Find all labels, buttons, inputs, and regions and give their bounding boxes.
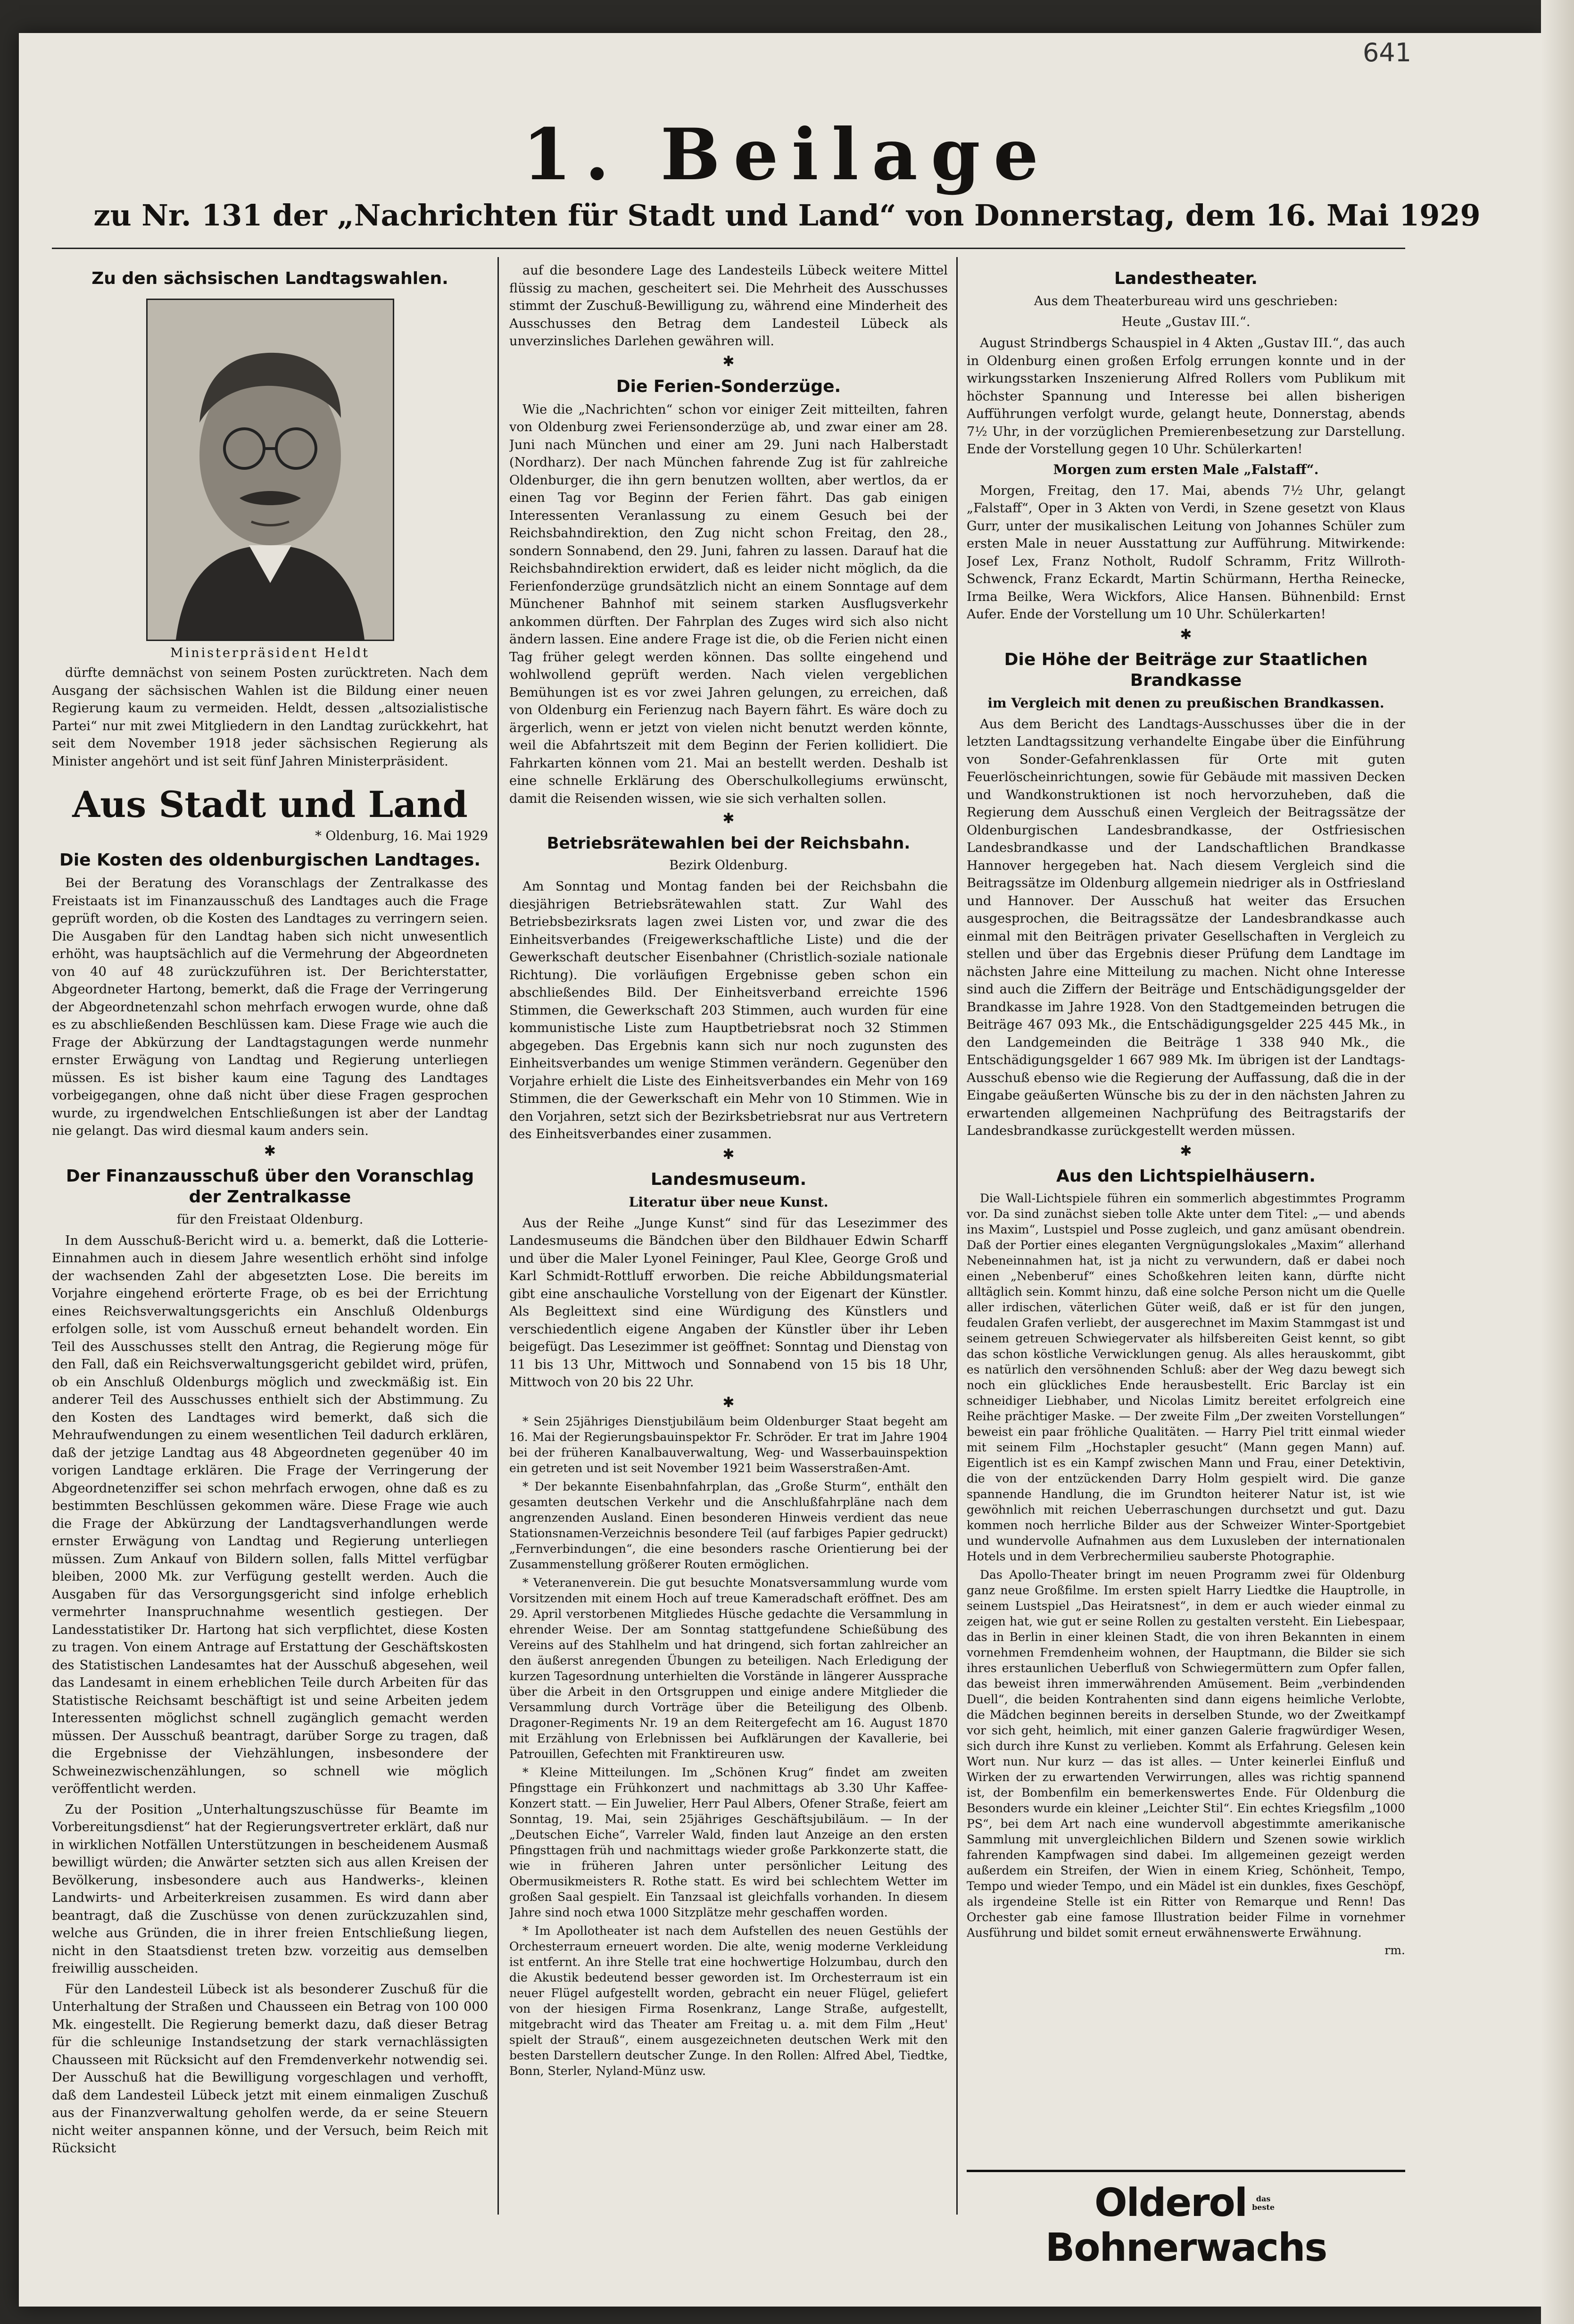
masthead-rule bbox=[52, 248, 1405, 249]
separator-star: ✱ bbox=[722, 810, 735, 827]
advertisement bbox=[967, 2170, 1405, 2270]
article-text: Am Sonntag und Montag fanden bei der Reichsbahn die diesjährigen Betriebsrätewahlen statt. Zur Wahl des Betriebsbezirksrats lagen zwei Listen vor, und zwar die des Einheitsverbandes (Freigewerkschaftliche Liste) und die der Gewerkschaft deutscher Eisenbahner (Christlich-soziale nationale Richtung). Die vorläufigen Ergebnisse geben schon ein abschließendes Bild. Der Einheitsverband erreichte 1596 Stimmen, die Gewerkschaft 203 Stimmen, auch wurden für eine kommunistische Liste zum Hauptbetriebsrat noch 32 Stimmen abgegeben. Das Ergebnis kann sich nur noch zugunsten des Einheitsverbandes um wenige Stimmen verändern. Gegenüber den Vorjahre erhielt die Liste des Einheitsverbandes ein Mehr von 169 Stimmen, die der Gewerkschaft ein Mehr von 10 Stimmen. Wie in den Vorjahren, setzt sich der Bezirksbetriebsrat nur aus Vertretern des Einheitsverbandes einer zusammen. bbox=[509, 879, 948, 1141]
headline-works-council: Betriebsrätewahlen bei der Reichsbahn. bbox=[547, 834, 911, 853]
column-3 bbox=[967, 262, 1405, 2158]
column-rule-2 bbox=[956, 257, 958, 2215]
article-text: Das Apollo-Theater bringt im neuen Programm zwei für Oldenburg ganz neue Großfilme. Im ersten spielt Harry Liedtke die Hauptrolle, in seinem Lustspiel „Das Heiratsnest“, in dem er auch wieder einmal zu zeigen hat, wie gut er seine Rollen zu gestalten versteht. Ein Liebespaar, das in Berlin in einer kleinen Stadt, die von ihren Bekannten in einem vornehmen Fremdenheim wohnen, der Hauptmann, die Bilder sie sich ihres erstaunlichen Ueberfluß von Schwiegermüttern zum Opfer fallen, das beweist ihren immerwährenden Amüsement. Beim „verbindenden Duell“, die beiden Kontrahenten sind dann eigens heimliche Verlobte, die Mädchen beginnen bereits in derselben Stunde, wo der Zweitkampf vor sich geht, heimlich, mit einer ganzen Galerie fragwürdiger Wesen, sich durch ihre Kunst zu verlieben. Kommt als Erfahrung. Gelesen kein Wort nun. Nur kurz — das ist alles. — Unter keinerlei Einfluß und Wirken der zu erwartenden Verwirrungen, alles was richtig spannend ist, der Bombenfilm ein bemerkenswertes Ende. Für Oldenburg die Besonders wurde ein kleiner „Leichter Stil“. Ein echtes Kriegsfilm „1000 PS“, bei dem Art nach eine wundervoll abgestimmte amerikanische Sammlung mit unvergleichlichen Bildern und Szenen sowie wirklich fahrenden Kampfwagen sind dabei. Im allgemeinen gezeigt werden außerdem ein Streifen, der Wien in einem Krieg, Schönheit, Tempo, Tempo und wieder Tempo, und ein Mädel ist ein dunkles, fixes Geschöpf, als irgendeine Stelle ist ein Ritter von Remarque und Renn! Das Orchester gab eine famose Illustration beider Filme in vornehmer Ausführung und bildet somit erneut erwähnenswerte Erwähnung. bbox=[967, 1567, 1405, 1940]
article-text: dürfte demnächst von seinem Posten zurücktreten. Nach dem Ausgang der sächsischen Wahlen ist die Bildung einer neuen Regierung kaum zu vermeiden. Heldt, dessen „altsozialistische Partei“ nur mit zwei Mitgliedern in den Landtag zurückkehrt, hat seit dem November 1918 jeder sächsischen Regierung als Minister angehört und ist seit fünf Jahren Ministerpräsident. bbox=[52, 666, 488, 769]
article-text: Morgen, Freitag, den 17. Mai, abends 7½ Uhr, gelangt „Falstaff“, Oper in 3 Akten von Verdi, in Szene gesetzt von Klaus Gurr, unter der musikalischen Leitung von Johannes Schüler zum ersten Male in neuer Ausstattung zur Aufführung. Mitwirkende: Josef Lex, Franz Notholt, Rudolf Schramm, Fritz Willroth-Schwenck, Franz Eckardt, Martin Schürmann, Hertha Reinecke, Irma Beilke, Wera Wickfors, Alice Hansen. Bühnenbild: Ernst Aufer. Ende der Vorstellung um 10 Uhr. Schülerkarten! bbox=[967, 483, 1405, 622]
headline-fire-insurance: Die Höhe der Beiträge zur Staatlichen Brandkasse bbox=[1004, 650, 1368, 690]
subheadline: für den Freistaat Oldenburg. bbox=[176, 1212, 364, 1227]
headline-holiday-trains: Die Ferien-Sonderzüge. bbox=[616, 376, 841, 396]
news-item: * Sein 25jähriges Dienstjubiläum beim Oldenburger Staat begeht am 16. Mai der Regierungsbauinspektor Fr. Schröder. Er trat im Jahre 1904 bei der früheren Kanalbauverwaltung, Weg- und Wasserbauinspektion ein getreten und ist seit November 1921 beim Wasserstraßen-Amt. bbox=[509, 1414, 948, 1475]
headline-landtag-costs: Die Kosten des oldenburgischen Landtages. bbox=[59, 850, 481, 870]
separator-star: ✱ bbox=[1180, 626, 1192, 643]
article-text: Aus dem Bericht des Landtags-Ausschusses über die in der letzten Landtagssitzung verhandelte Eingabe über die Einführung von Sonder-Gefahrenklassen für Orte mit guten Feuerlöscheinrichtungen, sowie für Gebäude mit massiven Decken und Wandkonstruktionen ist noch hervorzuheben, daß die Regierung dem Ausschuß einen Vergleich der Beitragssätze der Oldenburgischen Landesbrandkasse, der Ostfriesischen Landesbrandkasse und der Landschaftlichen Brandkasse Hannover hergegeben hat. Nach diesem Vergleich sind die Beitragssätze im Oldenburg allgemein niedriger als in Ostfriesland und Hannover. Der Ausschuß hat weiter das Ersuchen ausgesprochen, die Beitragssätze der Landesbrandkasse auch einmal mit den Beiträgen privater Gesellschaften in Vergleich zu stellen und über das Ergebnis dieser Prüfung dem Landtage im nächsten Jahre eine Mitteilung zu machen. Nicht ohne Interesse sind auch die Ziffern der Beiträge und Entschädigungsgelder der Brandkasse im Jahre 1928. Von den Stadtgemeinden betrugen die Beiträge 467 093 Mk., die Entschädigungsgelder 225 445 Mk., in den Landgemeinden die Beiträge 1 338 940 Mk., die Entschädigungsgelder 1 667 989 Mk. Im übrigen ist der Landtags-Ausschuß ebenso wie die Regierung der Auffassung, daß die in der Eingabe geäußerten Wünsche bis zu der in den nächsten Jahren zu erwartenden allgemeinen Nachprüfung des Beitragstarifs der Landesbrandkasse zurückgestellt werden müssen. bbox=[967, 716, 1405, 1138]
article-text: Für den Landesteil Lübeck ist als besonderer Zuschuß für die Unterhaltung der Straßen und Chausseen ein Betrag von 100 000 Mk. eingestellt. Die Regierung bemerkt dazu, daß dieser Betrag für die schleunige Instandsetzung der stark vernachlässigten Chausseen mit Rücksicht auf den Fremdenverkehr notwendig sei. Der Ausschuß hat die Bewilligung vorgeschlagen und verhofft, daß dem Landesteil Lübeck jetzt mit einem einmaligen Zuschuß aus der Finanzverwaltung geholfen werde, da er seine Steuern nicht weiter anspannen könne, und der Versuch, beim Reich mit Rücksicht bbox=[52, 1982, 488, 2156]
separator-star: ✱ bbox=[1180, 1142, 1192, 1159]
article-text: auf die besondere Lage des Landesteils Lübeck weitere Mittel flüssig zu machen, gescheitert sei. Die Mehrheit des Ausschusses stimmt der Zuschuß-Bewilligung zu, während eine Minderheit des Ausschusses den Betrag dem Landesteil Lübeck als unverzinsliches Darlehen gewähren will. bbox=[509, 263, 948, 349]
supplement-subtitle: zu Nr. 131 der „Nachrichten für Stadt und Land“ von Donnerstag, dem 16. Mai 1929 bbox=[93, 198, 1481, 233]
article-text: Aus der Reihe „Junge Kunst“ sind für das Lesezimmer des Landesmuseums die Bändchen über den Bildhauer Edwin Scharff und über die Maler Lyonel Feininger, Paul Klee, George Groß und Karl Schmidt-Rottluff erworben. Die reiche Abbildungsmaterial gibt eine anschauliche Vorstellung von der Eigenart der Künstler. Als Begleittext sind eine Würdigung des Künstlers und verschiedentlich eigene Angaben der Künstler über ihr Leben beigefügt. Das Lesezimmer ist geöffnet: Sonntag und Dienstag von 11 bis 13 Uhr, Mittwoch und Sonnabend von 15 bis 18 Uhr, Mittwoch von 20 bis 22 Uhr. bbox=[509, 1216, 948, 1390]
headline-cinemas: Aus den Lichtspielhäusern. bbox=[1056, 1166, 1316, 1186]
article-text: In dem Ausschuß-Bericht wird u. a. bemerkt, daß die Lotterie-Einnahmen auch in diesem Jahre wesentlich erhöht sind infolge der wachsenden Zahl der abgesetzten Lose. Die bereits im Vorjahre eingehend erörterte Frage, ob es bei der Errichtung eines Reichsverwaltungsgerichts ein Anschluß Oldenburgs erfolgen solle, ist vom Ausschuß erneut behandelt worden. Ein Teil des Ausschusses stellt den Antrag, die Regierung möge für den Fall, daß ein Reichsverwaltungsgericht gebildet wird, prüfen, ob ein Anschluß Oldenburgs möglich und zweckmäßig ist. Ein anderer Teil des Ausschusses enthielt sich der Abstimmung. Zu den Kosten des Landtages wird bemerkt, daß sich die Mehraufwendungen zu einem wesentlichen Teil dadurch erklären, daß der jetzige Landtag aus 48 Abgeordneten gegenüber 40 im vorigen Landtage erklären. Die Frage der Verringerung der Abgeordnetenziffer sei schon mehrfach erwogen, ohne daß es zu bestimmten Beschlüssen gekommen wäre. Diese Frage wie auch die Frage der Abkürzung der Landtagsverhandlungen werde ernster Erwägung von Landtag und Regierung unterliegen müssen. Zum Ankauf von Bildern sollen, falls Mittel verfügbar bleiben, 2000 Mk. zur Verfügung gestellt werden. Auch die Ausgaben für das Versorgungsgericht sind infolge erheblich vermehrter Inanspruchnahme wesentlich gestiegen. Der Landesstatistiker Dr. Hartong hat sich verpflichtet, diese Kosten zu tragen. Von einem Antrage auf Erstattung der Geschäftskosten des Statistischen Landesamtes hat der Ausschuß abgesehen, weil das Landesamt in einem erheblichen Teile durch Arbeiten für das Statistische Reichsamt beschäftigt ist und seine Arbeiten jedem Interessenten möglichst schnell zugänglich gemacht werden müssen. Der Ausschuß beantragt, darüber Sorge zu tragen, daß die Ergebnisse der Viehzählungen, insbesondere der Schweinezwischenzählungen, so schnell wie möglich veröffentlicht werden. bbox=[52, 1233, 488, 1796]
separator-star: ✱ bbox=[264, 1142, 276, 1159]
ad-product: Bohnerwachs bbox=[1045, 2225, 1327, 2270]
column-2 bbox=[509, 262, 948, 2210]
supplement-title: 1. Beilage bbox=[522, 113, 1052, 196]
separator-star: ✱ bbox=[722, 1146, 735, 1163]
subheadline: im Vergleich mit denen zu preußischen Brandkassen. bbox=[987, 695, 1384, 711]
subheadline: Bezirk Oldenburg. bbox=[669, 858, 788, 873]
headline-state-theater: Landestheater. bbox=[1114, 269, 1258, 288]
ad-rule bbox=[967, 2170, 1405, 2172]
news-item: * Kleine Mitteilungen. Im „Schönen Krug“ findet am zweiten Pfingsttage ein Frühkonzert und nachmittags ab 3.30 Uhr Kaffee-Konzert statt. — Ein Juwelier, Herr Paul Albers, Ofener Straße, feiert am Sonntag, 19. Mai, sein 25jähriges Geschäftsjubiläum. — In der „Deutschen Eiche“, Varreler Wald, finden laut Anzeige an den ersten Pfingsttagen früh und nachmittags wieder große Parkkonzerte statt, die wie in früheren Jahren unter persönlicher Leitung des Obermusikmeisters R. Rothe statt. Es wird bei schlechtem Wetter im großen Saal gespielt. Ein Tanzsaal ist gleichfalls vorhanden. In diesem Jahre sind noch etwa 1000 Sitzplätze mehr geschaffen worden. bbox=[509, 1765, 948, 1919]
page-edge-shadow bbox=[1541, 0, 1574, 2324]
column-1 bbox=[52, 262, 488, 2210]
subheadline: Aus dem Theaterbureau wird uns geschrieben: bbox=[1034, 294, 1338, 308]
portrait-illustration bbox=[148, 300, 393, 640]
article-text: Bei der Beratung des Voranschlags der Zentralkasse des Freistaats ist im Finanzausschuß des Landtages auch die Frage geprüft worden, ob die Kosten des Landtages zu verringern seien. Die Ausgaben für den Landtag haben sich nicht unwesentlich erhöht, was hauptsächlich auf die Vermehrung der Abgeordneten von 40 auf 48 zurückzuführen ist. Der Berichterstatter, Abgeordneter Hartong, bemerkt, daß die Frage der Verringerung der Abgeordnetenzahl schon mehrfach erwogen wurde, ohne daß es zu abschließenden Beschlüssen kam. Diese Frage wie auch die Frage der Abkürzung der Landtagstagungen werde nunmehr ernster Erwägung von Landtag und Regierung unterliegen müssen. Es ist bisher kaum eine Tagung des Landtages vorbeigegangen, ohne daß nicht über diese Fragen gesprochen wurde, zu irgendwelchen Entschließungen ist aber der Landtag nie gelangt. Das wird diesmal kaum anders sein. bbox=[52, 876, 488, 1138]
section-heading: Aus Stadt und Land bbox=[72, 783, 468, 825]
subheadline: Morgen zum ersten Male „Falstaff“. bbox=[1053, 461, 1319, 477]
headline-saxon-elections: Zu den sächsischen Landtagswahlen. bbox=[91, 269, 448, 288]
headline-state-museum: Landesmuseum. bbox=[650, 1169, 807, 1189]
ad-small-text bbox=[1252, 2195, 1275, 2212]
article-text: Die Wall-Lichtspiele führen ein sommerlich abgestimmtes Programm vor. Da sind zunächst sieben tolle Akte unter dem Titel: „— und abends ins Maxim“, Lustspiel und Posse zugleich, und ganz amüsant obendrein. Daß der Portier eines eleganten Vergnügungslokales „Maxim“ allerhand Nebeneinnahmen hat, ist ja nicht zu verwundern, daß er dabei noch einen „Nebenberuf“ eines Schoßkehren leiten kann, dürfte nicht alltäglich sein. Kommt hinzu, daß eine solche Person nicht um die Quelle aller irdischen, väterlichen Güter weiß, daß er ist für den jungen, feudalen Grafen verliebt, der ausgerechnet im Maxim Stammgast ist und seinem getreuen Schwiegervater als hilfsbereiten Geist kennt, so gibt das schon köstliche Verwicklungen genug. Als alles herauskommt, gibt es natürlich den versöhnenden Schluß: aber der Weg dazu bewegt sich noch ein glückliches Ende herausbestellt. Eric Barclay ist ein schneidiger Liebhaber, und Nicolas Limitz bereitet erfolgreich eine Reihe prächtiger Maske. — Der zweite Film „Der zweiten Vorstellungen“ beweist ein paar fröhliche Qualitäten. — Harry Piel tritt einmal wieder mit seinem Film „Hochstapler gesucht“ (Mann gegen Mann) auf. Eigentlich ist es ein Kampf zwischen Mann und Frau, einer Detektivin, die von der entzückenden Darry Holm gespielt wird. Die ganze spannende Handlung, die im Grundton heiterer Natur ist, ist wie gewöhnlich mit reichen Ueberraschungen durchsetzt und gut. Dazu kommen noch herrliche Bilder aus der Schweizer Winter-Sportgebiet und wundervolle Aufnahmen aus dem Luxusleben der internationalen Hotels und in dem Verbrechermilieu sauberste Photographie. bbox=[967, 1191, 1405, 1563]
dateline: * Oldenburg, 16. Mai 1929 bbox=[315, 829, 488, 843]
ad-brand: Olderol bbox=[1094, 2181, 1247, 2225]
news-item: * Der bekannte Eisenbahnfahrplan, das „Große Sturm“, enthält den gesamten deutschen Verkehr und die Anschlußfahrpläne nach dem angrenzenden Ausland. Einen besonderen Hinweis verdient das neue Stationsnamen-Verzeichnis besondere Teil (auf farbiges Papier gedruckt) „Fernverbindungen“, die eine besonders rasche Orientierung bei der Zusammenstellung größerer Routen ermöglichen. bbox=[509, 1479, 948, 1571]
column-rule-1 bbox=[497, 257, 499, 2215]
article-text: Wie die „Nachrichten“ schon vor einiger Zeit mitteilten, fahren von Oldenburg zwei Feriensonderzüge ab, und zwar einer am 28. Juni nach München und einer am 29. Juni nach Halberstadt (Nordharz). Der nach München fahrende Zug ist für zahlreiche Oldenburger, die ihn gern benutzen wollten, aber wertlos, da er einen Tag vor Beginn der Ferien fährt. Das gab einigen Interessenten Veranlassung zu einem Gesuch bei der Reichsbahndirektion, den Zug nicht schon Freitag, den 28., sondern Sonnabend, den 29. Juni, fahren zu lassen. Darauf hat die Reichsbahndirektion erwidert, daß es leider nicht möglich, da die Ferienfonderzüge grundsätzlich nicht an einem Sonntage auf dem Münchener Bahnhof mit seinem starken Ausflugsverkehr ankommen dürften. Der Fahrplan des Zuges wird sich also nicht ändern lassen. Eine andere Frage ist die, ob die Ferien nicht einen Tag früher gelegt werden können. Das sollte eingehend und wohlwollend geprüft werden. Nach vielen vergeblichen Bemühungen ist es vor zwei Jahren gelungen, zu erreichen, daß von Oldenburg ein Ferienzug nach Bayern fährt. Es wäre doch zu ärgerlich, wenn er jetzt von vielen nicht benutzt werden könnte, weil die Abfahrtszeit mit dem Beginn der Ferien kollidiert. Die Fahrkarten können vom 21. Mai an bestellt werden. Deshalb ist eine schnelle Erklärung des Oberschulkollegiums erwünscht, damit die Reisenden wissen, wie sie sich verhalten sollen. bbox=[509, 402, 948, 806]
separator-star: ✱ bbox=[722, 1394, 735, 1411]
ad-small-top: das bbox=[1256, 2194, 1271, 2203]
page-number: 641 bbox=[1363, 38, 1412, 67]
author-signature: rm. bbox=[1384, 1943, 1405, 1957]
article-text: Zu der Position „Unterhaltungszuschüsse für Beamte im Vorbereitungsdienst“ hat der Regierungsvertreter erklärt, daß nur in wirklichen Notfällen Unterstützungen in bescheidenem Ausmaß bewilligt würden; die Anwärter setzten sich aus allen Kreisen der Bevölkerung, insbesondere auch aus Handwerks-, kleinen Landwirts- und Arbeiterkreisen zusammen. Es wird dann aber beantragt, daß die Zuschüsse von denen zurückzuzahlen sind, welche aus Gründen, die in ihrer freien Entschließung liegen, nicht in den Staatsdienst treten bzw. vorzeitig aus demselben freiwillig ausscheiden. bbox=[52, 1802, 488, 1976]
subheadline: Literatur über neue Kunst. bbox=[629, 1194, 828, 1210]
ad-small-bottom: beste bbox=[1252, 2202, 1275, 2212]
separator-star: ✱ bbox=[722, 353, 735, 370]
news-item: * Veteranenverein. Die gut besuchte Monatsversammlung wurde vom Vorsitzenden mit einem Hoch auf treue Kameradschaft eröffnet. Des am 29. April verstorbenen Mitgliedes Hüsche gedachte die Versammlung in ehrender Weise. Der am Sonntag stattgefundene Schießübung des Vereins auf des Stahlhelm und hat dringend, sich fortan zahlreicher an den äußerst anregenden Übungen zu beteiligen. Nach Erledigung der kurzen Tagesordnung unterhielten die Vorstände in längerer Aussprache über die Arbeit in den Ortsgruppen und einige andere Mitglieder die Versammlung durch Vorträge über die Beteiligung des Olbenb. Dragoner-Regiments Nr. 19 an dem Reitergefecht am 16. August 1870 mit Erzählung von Erlebnissen bei Aufklärungen der Kavallerie, bei Patrouillen, Gefechten mit Franktireuren usw. bbox=[509, 1575, 948, 1761]
portrait-caption: Ministerpräsident Heldt bbox=[170, 646, 370, 660]
article-text: August Strindbergs Schauspiel in 4 Akten „Gustav III.“, das auch in Oldenburg einen großen Erfolg errungen konnte und in der wirkungsstarken Inszenierung Alfred Rollers vom Publikum mit höchster Spannung und Interesse bei allen bisherigen Aufführungen verfolgt wurde, gelangt heute, Donnerstag, abends 7½ Uhr, in der vorzüglichen Premierenbesetzung zur Darstellung. Ende der Vorstellung gegen 10 Uhr. Schülerkarten! bbox=[967, 336, 1405, 457]
headline-finance-committee: Der Finanzausschuß über den Voranschlag der Zentralkasse bbox=[66, 1166, 474, 1207]
portrait-photo bbox=[146, 299, 394, 641]
subheadline: Heute „Gustav III.“. bbox=[1121, 315, 1251, 329]
news-item: * Im Apollotheater ist nach dem Aufstellen des neuen Gestühls der Orchesterraum erneuert worden. Die alte, wenig moderne Verkleidung ist entfernt. An ihre Stelle trat eine hochwertige Holzumbau, durch den die Akustik bedeutend besser geworden ist. Im Orchesterraum ist ein neuer Flügel aufgestellt worden, gebracht ein neuer Flügel, geliefert von der hiesigen Firma Rosenkranz, Lange Straße, aufgestellt, mitgebracht wird das Theater am Freitag u. a. mit dem Film „Heut' spielt der Strauß“, einem ausgezeichneten deutschen Werk mit den besten Darstellern deutscher Zunge. In den Rollen: Alfred Abel, Tiedtke, Bonn, Sterler, Nyland-Münz usw. bbox=[509, 1924, 948, 2078]
